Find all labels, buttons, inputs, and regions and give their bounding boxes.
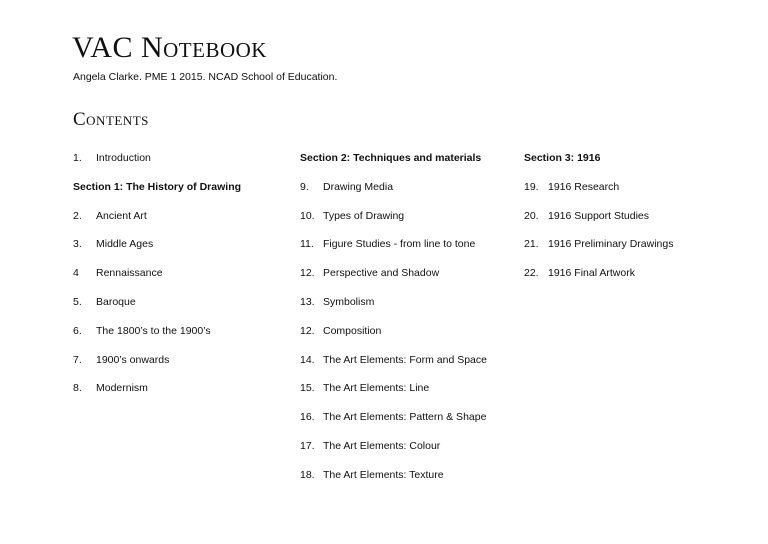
toc-entry-number: 20. [524, 209, 539, 222]
toc-entry-number: 22. [524, 267, 539, 280]
toc-entry [300, 237, 515, 266]
toc-entry-label: Symbolism [323, 295, 375, 308]
document-subtitle: Angela Clarke. PME 1 2015. NCAD School of Education. [73, 71, 338, 83]
toc-entry-number: 16. [300, 411, 315, 424]
toc-entry-number: 12. [300, 267, 315, 280]
toc-entry-label: 1900’s onwards [96, 353, 170, 366]
toc-entry-number: 21. [524, 238, 539, 251]
toc-entry [524, 209, 724, 238]
toc-entry-label: The Art Elements: Form and Space [323, 353, 487, 366]
toc-entry-label: The Art Elements: Colour [323, 439, 441, 452]
toc-entry-number: 9. [300, 180, 309, 193]
toc-entry-number: 3. [73, 238, 82, 251]
toc-entry-label: Drawing Media [323, 180, 394, 193]
toc-entry-number: 19. [524, 180, 539, 193]
toc-entry-number: 5. [73, 295, 82, 308]
toc-entry [73, 381, 288, 410]
toc-entry-label: Rennaissance [96, 267, 163, 280]
toc-entry [524, 266, 724, 295]
toc-entry-number: 14. [300, 353, 315, 366]
toc-section-heading-text: Section 1: The History of Drawing [73, 180, 242, 193]
toc-entry [73, 324, 288, 353]
toc-entry-label: Types of Drawing [323, 209, 405, 222]
toc-entry-label: 1916 Support Studies [548, 209, 649, 222]
toc-column-3 [524, 151, 724, 295]
toc-entry [524, 237, 724, 266]
toc-entry [300, 439, 515, 468]
toc-entry-number: 17. [300, 439, 315, 452]
toc-entry-label: Ancient Art [96, 209, 147, 222]
toc-entry [300, 266, 515, 295]
document-title: VAC Notebook [72, 31, 267, 64]
toc-entry [300, 410, 515, 439]
toc-entry [73, 237, 288, 266]
toc-entry [524, 180, 724, 209]
toc-entry [300, 324, 515, 353]
toc-entry-label: Middle Ages [96, 238, 154, 251]
toc-entry [300, 209, 515, 238]
toc-entry-label: Modernism [96, 382, 148, 395]
toc-entry-label: 1916 Research [548, 180, 620, 193]
toc-entry [300, 353, 515, 382]
toc-entry-number: 1. [73, 152, 82, 164]
toc-entry-label: The Art Elements: Pattern & Shape [323, 411, 487, 424]
toc-entry-label: 1916 Preliminary Drawings [548, 238, 674, 251]
toc-entry-number: 12. [300, 324, 315, 337]
contents-heading: Contents [73, 109, 149, 130]
toc-entry-number: 13. [300, 295, 315, 308]
toc-column-1 [73, 151, 288, 410]
toc-entry-label: Figure Studies - from line to tone [323, 238, 476, 251]
toc-entry-number: 6. [73, 324, 82, 337]
toc-entry-number: 11. [300, 238, 314, 251]
toc-entry-number: 7. [73, 353, 82, 366]
toc-section-heading-text: Section 3: 1916 [524, 152, 601, 164]
toc-entry-number: 15. [300, 382, 315, 395]
toc-entry [73, 151, 288, 180]
toc-section-heading [300, 151, 515, 180]
toc-entry-number: 4 [73, 267, 79, 280]
toc-entry [73, 353, 288, 382]
toc-entry [73, 295, 288, 324]
toc-entry-number: 2. [73, 209, 82, 222]
toc-entry [300, 295, 515, 324]
toc-entry-label: Composition [323, 324, 382, 337]
toc-entry-number: 18. [300, 468, 315, 481]
toc-entry [300, 180, 515, 209]
toc-section-heading-text: Section 2: Techniques and materials [300, 152, 482, 164]
toc-entry [73, 266, 288, 295]
toc-entry-number: 8. [73, 382, 82, 395]
toc-section-heading [73, 180, 288, 209]
toc-entry-label: Introduction [96, 152, 151, 164]
toc-entry [300, 381, 515, 410]
toc-entry-label: The Art Elements: Line [323, 382, 430, 395]
toc-entry [73, 209, 288, 238]
toc-column-2 [300, 151, 515, 497]
toc-entry-label: The Art Elements: Texture [323, 468, 444, 481]
toc-entry-label: Perspective and Shadow [323, 267, 440, 280]
toc-entry-label: Baroque [96, 295, 136, 308]
toc-entry-label: 1916 Final Artwork [548, 267, 635, 280]
toc-entry-number: 10. [300, 209, 315, 222]
toc-entry-label: The 1800’s to the 1900’s [96, 324, 211, 337]
toc-section-heading [524, 151, 724, 180]
toc-entry [300, 468, 515, 497]
